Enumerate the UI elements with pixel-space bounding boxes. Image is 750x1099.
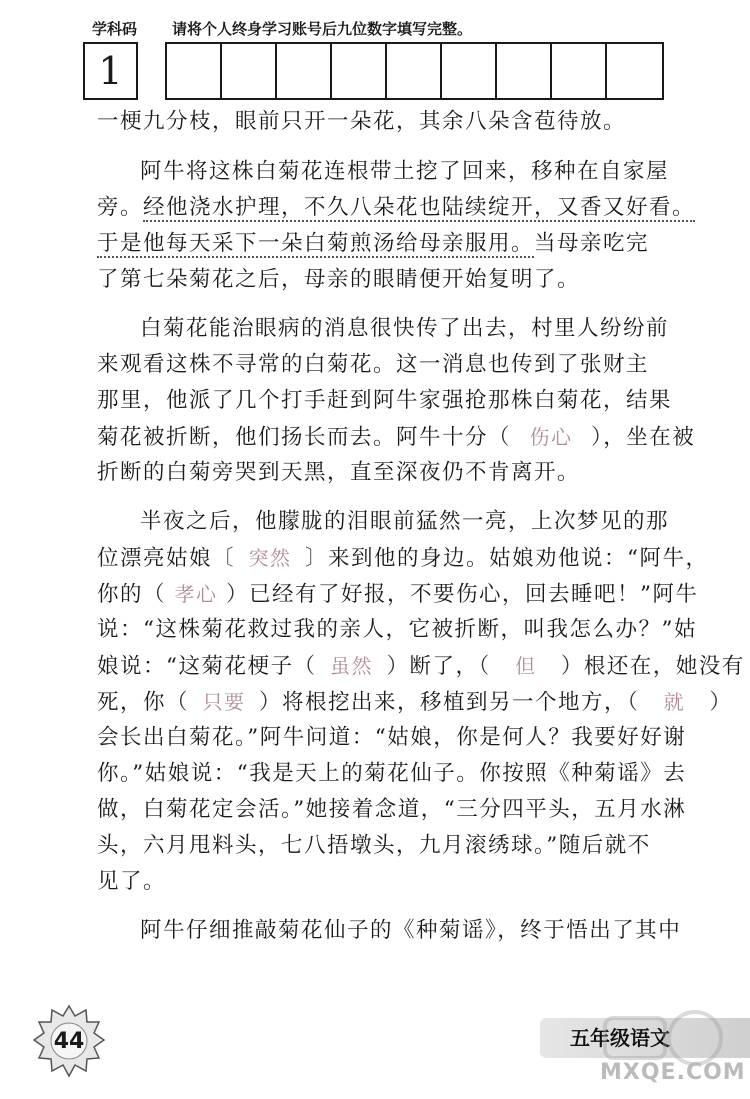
text-run: 那里，他派了几个打手赶到阿牛家强抢那株白菊花，结果 <box>97 388 673 413</box>
text-line <box>97 104 626 140</box>
account-digit-boxes <box>165 42 664 100</box>
text-run: 说：“这株菊花救过我的亲人，它被折断，叫我怎么办？”姑 <box>97 617 697 642</box>
text-line <box>97 792 686 828</box>
answer-bracket: 〕 <box>305 546 329 571</box>
account-digit-box[interactable] <box>222 44 277 98</box>
text-run: 白菊花能治眼病的消息很快传了出去，村里人纷纷前 <box>140 316 670 341</box>
page-number: 44 <box>53 1028 85 1054</box>
answer-bracket: （ <box>478 654 491 679</box>
text-line <box>97 684 732 720</box>
answer-bracket: （ <box>293 654 317 679</box>
text-run: 死，你 <box>97 690 167 715</box>
watermark-text: MXQE.COM <box>600 1060 746 1085</box>
account-digit-box[interactable] <box>277 44 332 98</box>
handwritten-answer: 就 <box>663 690 686 714</box>
text-line <box>97 864 166 900</box>
handwritten-answer: 只要 <box>202 690 246 714</box>
text-run: 将根挖出来，移植到另一个地方， <box>282 690 628 715</box>
answer-bracket: ） <box>591 425 604 450</box>
page-number-badge <box>28 1000 110 1082</box>
text-run: 头，六月甩料头，七八捂墩头，九月滚绣球。”随后就不 <box>97 833 651 858</box>
text-line <box>97 190 695 226</box>
text-run: 半夜之后，他朦胧的泪眼前猛然一亮，上次梦见的那 <box>140 509 670 534</box>
text-run: 菊花被折断，他们扬长而去。阿牛十分 <box>97 425 489 450</box>
text-line <box>97 383 672 419</box>
text-line <box>97 648 745 684</box>
text-line <box>140 154 669 190</box>
text-run: 做，白菊花定会活。”她接着念道，“三分四平头，五月水淋 <box>97 797 687 822</box>
text-line <box>140 913 681 949</box>
underlined-sentence: 于是他每天采下一朵白菊煎汤给母亲服用。 <box>97 231 535 256</box>
answer-bracket: （ <box>143 582 167 607</box>
handwritten-answer: 伤心 <box>529 425 573 449</box>
account-digit-box[interactable] <box>332 44 387 98</box>
text-run: 见了。 <box>97 869 167 894</box>
text-run: 折断的白菊旁哭到天黑，直至深夜仍不肯离开。 <box>97 460 581 485</box>
account-digit-box[interactable] <box>497 44 552 98</box>
account-digit-box[interactable] <box>167 44 222 98</box>
answer-bracket: ） <box>709 690 733 715</box>
account-digit-box[interactable] <box>442 44 497 98</box>
text-line <box>97 419 695 455</box>
text-run: 娘说：“这菊花梗子 <box>97 654 294 679</box>
text-line <box>97 576 699 612</box>
text-run: ，坐在被 <box>603 425 696 450</box>
answer-bracket: ） <box>560 654 584 679</box>
text-line <box>97 720 686 756</box>
text-run: 已经有了好报，不要伤心，回去睡吧！”阿牛 <box>249 582 699 607</box>
answer-bracket: （ <box>488 425 512 450</box>
text-line <box>97 347 649 383</box>
text-run: 会长出白菊花。”阿牛问道：“姑娘，你是何人？我要好好谢 <box>97 725 687 750</box>
answer-bracket: （ <box>166 690 190 715</box>
account-instruction: 请将个人终身学习账号后九位数字填写完整。 <box>172 20 473 38</box>
text-line <box>97 540 709 576</box>
answer-bracket: ） <box>226 582 250 607</box>
account-digit-box[interactable] <box>552 44 607 98</box>
text-run: 来观看这株不寻常的白菊花。这一消息也传到了张财主 <box>97 352 650 377</box>
code-first-box-wrap <box>83 42 138 100</box>
answer-bracket: ） <box>386 654 410 679</box>
text-run: 位漂亮姑娘 <box>97 546 213 571</box>
text-run: 阿牛将这株白菊花连根带土挖了回来，移种在自家屋 <box>140 159 670 184</box>
account-digit-box[interactable] <box>607 44 662 98</box>
answer-bracket: 〔 <box>212 546 236 571</box>
text-line <box>97 756 686 792</box>
handwritten-answer: 但 <box>515 654 537 678</box>
underlined-sentence: 经他浇水护理，不久八朵花也陆续绽开，又香又好看。 <box>143 195 696 220</box>
text-line <box>97 226 649 262</box>
text-line <box>97 455 580 491</box>
answer-bracket: ） <box>259 690 283 715</box>
handwritten-answer: 孝心 <box>174 582 218 606</box>
text-run: 断了， <box>409 654 479 679</box>
text-run: 一梗九分枝，眼前只开一朵花，其余八朵含苞待放。 <box>97 109 627 134</box>
code-first-box: 1 <box>83 42 138 100</box>
text-run: 阿牛仔细推敲菊花仙子的《种菊谣》，终于悟出了其中 <box>140 918 682 943</box>
answer-bracket: （ <box>627 690 640 715</box>
text-run: 你的 <box>97 582 144 607</box>
grade-label: 五年级语文 <box>570 1026 670 1050</box>
text-line <box>97 612 697 648</box>
text-run: 当母亲吃完 <box>534 231 650 256</box>
text-run: 了第七朵菊花之后，母亲的眼睛便开始复明了。 <box>97 267 581 292</box>
text-run: 根还在，她没有 <box>583 654 745 679</box>
text-run: 旁。 <box>97 195 144 220</box>
subject-code-label: 学科码 <box>92 20 138 38</box>
text-line <box>97 262 580 298</box>
handwritten-answer: 虽然 <box>330 654 374 678</box>
account-digit-box[interactable] <box>387 44 442 98</box>
text-run: 来到他的身边。姑娘劝他说：“阿牛， <box>328 546 709 571</box>
text-run: 你。”姑娘说：“我是天上的菊花仙子。你按照《种菊谣》去 <box>97 761 687 786</box>
handwritten-answer: 突然 <box>248 546 292 570</box>
text-line <box>97 828 651 864</box>
text-line <box>140 311 669 347</box>
text-line <box>140 504 669 540</box>
